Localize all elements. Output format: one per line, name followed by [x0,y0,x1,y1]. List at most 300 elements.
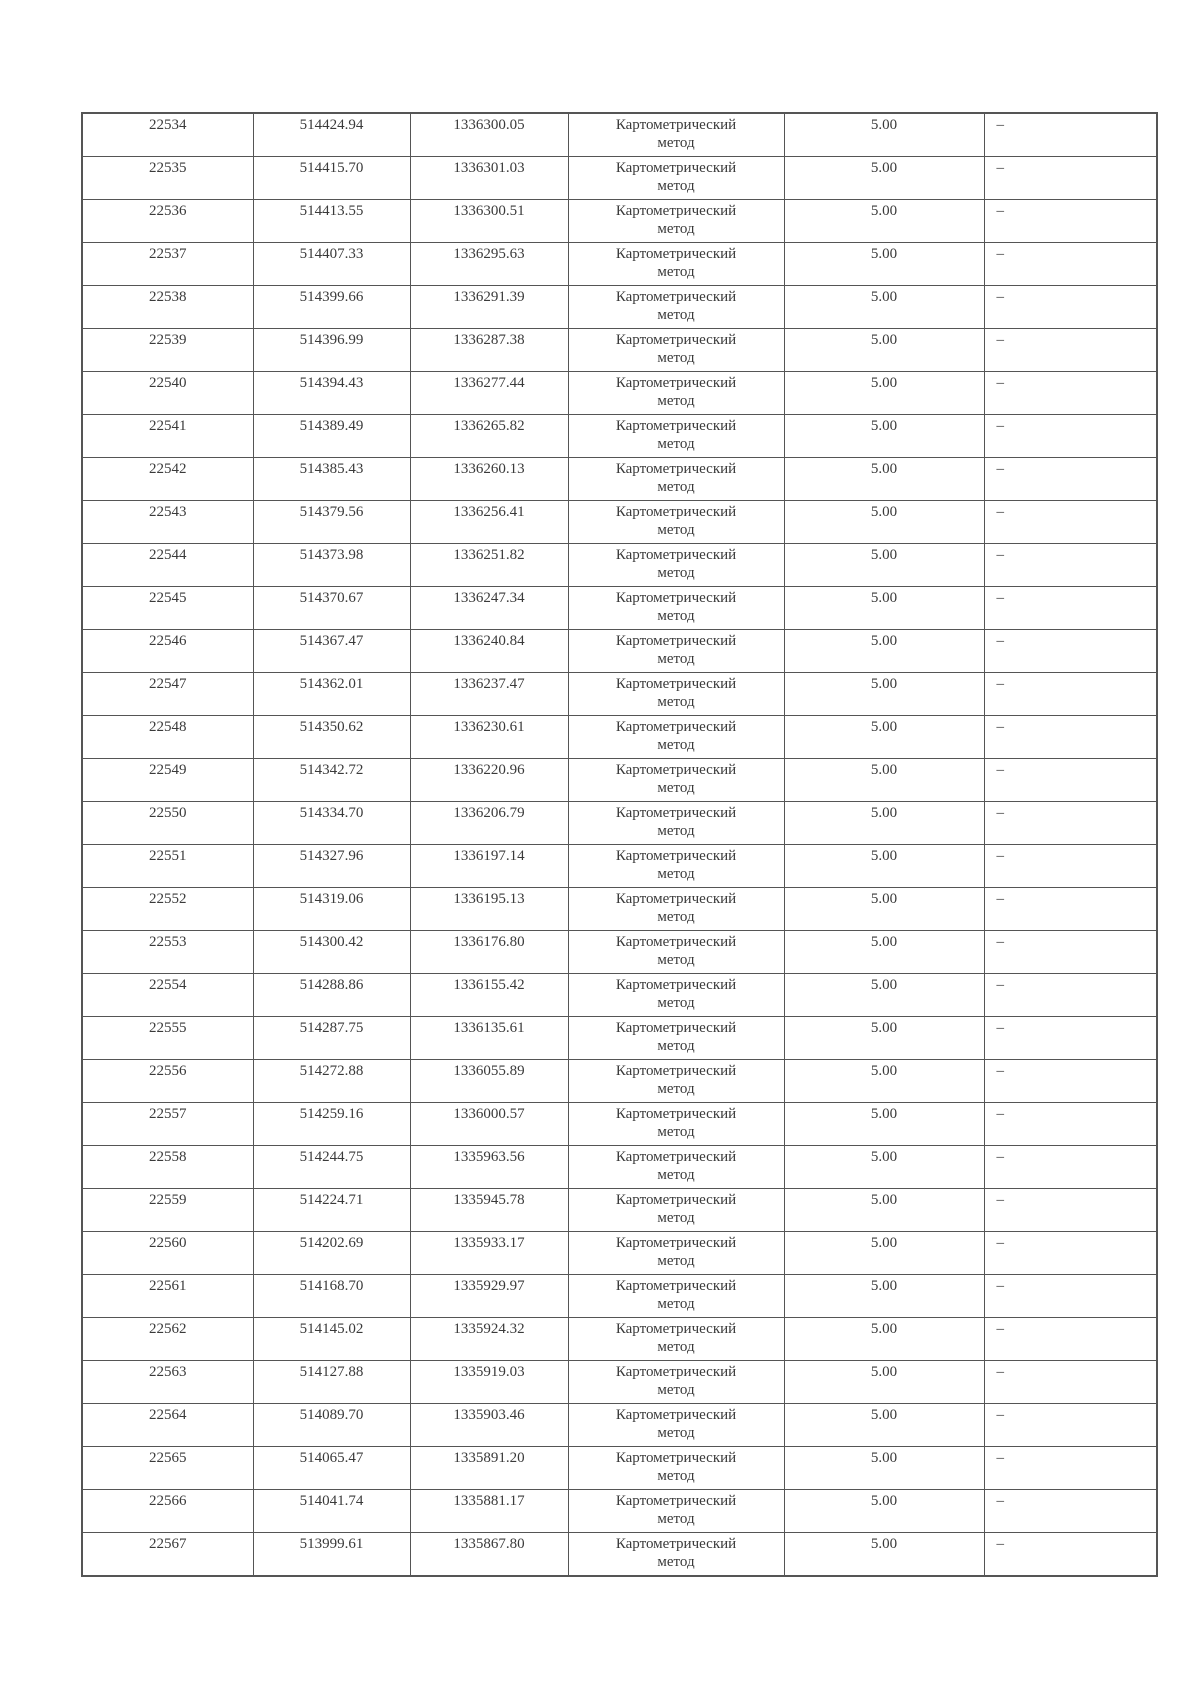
cell-method [568,286,784,329]
cell-accuracy: 5.00 [784,888,984,931]
method-line-1: Картометрический [615,977,737,993]
cell-x-coordinate: 514367.47 [253,630,410,673]
cell-description: – [984,329,1157,372]
method-line-1: Картометрический [615,418,737,434]
cell-y-coordinate: 1336197.14 [410,845,568,888]
cell-description: – [984,931,1157,974]
cell-accuracy: 5.00 [784,845,984,888]
method-line-2: метод [657,737,695,753]
cell-accuracy: 5.00 [784,113,984,157]
method-line-1: Картометрический [615,461,737,477]
cell-description: – [984,544,1157,587]
cell-method [568,329,784,372]
cell-accuracy: 5.00 [784,415,984,458]
cell-point-number: 22557 [82,1103,253,1146]
cell-y-coordinate: 1336237.47 [410,673,568,716]
cell-point-number: 22563 [82,1361,253,1404]
table-row [82,759,1157,802]
cell-point-number: 22551 [82,845,253,888]
cell-method [568,544,784,587]
cell-method [568,1189,784,1232]
table-row [82,1533,1157,1577]
method-line-2: метод [657,1382,695,1398]
cell-description: – [984,1017,1157,1060]
method-line-1: Картометрический [615,1407,737,1423]
cell-description: – [984,458,1157,501]
method-line-2: метод [657,1081,695,1097]
table-row [82,888,1157,931]
cell-accuracy: 5.00 [784,587,984,630]
cell-point-number: 22535 [82,157,253,200]
cell-y-coordinate: 1335924.32 [410,1318,568,1361]
table-row [82,1060,1157,1103]
cell-description: – [984,587,1157,630]
cell-point-number: 22540 [82,372,253,415]
method-line-2: метод [657,350,695,366]
cell-description: – [984,1232,1157,1275]
cell-y-coordinate: 1336251.82 [410,544,568,587]
cell-point-number: 22552 [82,888,253,931]
cell-point-number: 22562 [82,1318,253,1361]
cell-x-coordinate: 514041.74 [253,1490,410,1533]
cell-method [568,1275,784,1318]
method-line-2: метод [657,135,695,151]
method-line-2: метод [657,608,695,624]
cell-y-coordinate: 1335933.17 [410,1232,568,1275]
cell-x-coordinate: 514413.55 [253,200,410,243]
cell-point-number: 22553 [82,931,253,974]
cell-accuracy: 5.00 [784,1490,984,1533]
cell-y-coordinate: 1335963.56 [410,1146,568,1189]
table-row [82,716,1157,759]
cell-point-number: 22566 [82,1490,253,1533]
method-line-1: Картометрический [615,590,737,606]
table-row [82,157,1157,200]
cell-x-coordinate: 514396.99 [253,329,410,372]
cell-x-coordinate: 514244.75 [253,1146,410,1189]
cell-accuracy: 5.00 [784,243,984,286]
cell-description: – [984,415,1157,458]
cell-y-coordinate: 1335881.17 [410,1490,568,1533]
cell-point-number: 22538 [82,286,253,329]
cell-y-coordinate: 1336240.84 [410,630,568,673]
method-line-2: метод [657,522,695,538]
cell-accuracy: 5.00 [784,1146,984,1189]
coordinates-table-body [82,113,1157,1576]
cell-y-coordinate: 1336287.38 [410,329,568,372]
cell-description: – [984,1275,1157,1318]
cell-accuracy: 5.00 [784,1533,984,1577]
cell-method [568,974,784,1017]
table-row [82,1447,1157,1490]
cell-method [568,888,784,931]
cell-accuracy: 5.00 [784,501,984,544]
cell-x-coordinate: 514385.43 [253,458,410,501]
cell-point-number: 22555 [82,1017,253,1060]
cell-accuracy: 5.00 [784,157,984,200]
cell-x-coordinate: 514065.47 [253,1447,410,1490]
method-line-2: метод [657,823,695,839]
cell-method [568,1533,784,1577]
cell-description: – [984,974,1157,1017]
cell-y-coordinate: 1336220.96 [410,759,568,802]
method-line-2: метод [657,221,695,237]
cell-method [568,501,784,544]
table-row [82,587,1157,630]
cell-point-number: 22534 [82,113,253,157]
cell-x-coordinate: 514362.01 [253,673,410,716]
table-row [82,329,1157,372]
table-row [82,1146,1157,1189]
cell-point-number: 22539 [82,329,253,372]
cell-method [568,1103,784,1146]
method-line-2: метод [657,178,695,194]
method-line-2: метод [657,565,695,581]
cell-method [568,759,784,802]
cell-description: – [984,157,1157,200]
cell-y-coordinate: 1335919.03 [410,1361,568,1404]
cell-accuracy: 5.00 [784,458,984,501]
cell-method [568,673,784,716]
cell-y-coordinate: 1336277.44 [410,372,568,415]
cell-method [568,802,784,845]
cell-point-number: 22558 [82,1146,253,1189]
cell-x-coordinate: 514373.98 [253,544,410,587]
cell-y-coordinate: 1335903.46 [410,1404,568,1447]
cell-method [568,716,784,759]
method-line-2: метод [657,479,695,495]
table-row [82,415,1157,458]
table-row [82,1103,1157,1146]
cell-accuracy: 5.00 [784,286,984,329]
method-line-2: метод [657,1038,695,1054]
cell-point-number: 22565 [82,1447,253,1490]
cell-y-coordinate: 1336256.41 [410,501,568,544]
cell-method [568,1017,784,1060]
cell-method [568,1232,784,1275]
method-line-2: метод [657,651,695,667]
cell-description: – [984,630,1157,673]
cell-description: – [984,1189,1157,1232]
table-row [82,802,1157,845]
cell-accuracy: 5.00 [784,1361,984,1404]
method-line-2: метод [657,1468,695,1484]
cell-x-coordinate: 514327.96 [253,845,410,888]
method-line-2: метод [657,694,695,710]
cell-y-coordinate: 1336055.89 [410,1060,568,1103]
cell-description: – [984,1060,1157,1103]
cell-x-coordinate: 514168.70 [253,1275,410,1318]
table-row [82,286,1157,329]
cell-description: – [984,501,1157,544]
method-line-2: метод [657,1210,695,1226]
cell-y-coordinate: 1336155.42 [410,974,568,1017]
cell-method [568,1447,784,1490]
method-line-2: метод [657,1425,695,1441]
cell-y-coordinate: 1336300.05 [410,113,568,157]
cell-description: – [984,759,1157,802]
cell-point-number: 22567 [82,1533,253,1577]
cell-method [568,1146,784,1189]
table-row [82,501,1157,544]
table-row [82,372,1157,415]
cell-x-coordinate: 514272.88 [253,1060,410,1103]
method-line-1: Картометрический [615,848,737,864]
cell-point-number: 22548 [82,716,253,759]
cell-accuracy: 5.00 [784,1318,984,1361]
cell-y-coordinate: 1336295.63 [410,243,568,286]
cell-x-coordinate: 514319.06 [253,888,410,931]
cell-accuracy: 5.00 [784,1404,984,1447]
table-row [82,200,1157,243]
method-line-1: Картометрический [615,1364,737,1380]
cell-y-coordinate: 1336206.79 [410,802,568,845]
method-line-1: Картометрический [615,633,737,649]
cell-y-coordinate: 1336195.13 [410,888,568,931]
cell-point-number: 22537 [82,243,253,286]
method-line-1: Картометрический [615,375,737,391]
cell-method [568,1318,784,1361]
cell-method [568,157,784,200]
cell-y-coordinate: 1336247.34 [410,587,568,630]
cell-method [568,1404,784,1447]
cell-description: – [984,113,1157,157]
cell-accuracy: 5.00 [784,931,984,974]
method-line-1: Картометрический [615,1149,737,1165]
method-line-1: Картометрический [615,289,737,305]
cell-method [568,931,784,974]
cell-method [568,200,784,243]
table-row [82,243,1157,286]
method-line-2: метод [657,1511,695,1527]
cell-x-coordinate: 514379.56 [253,501,410,544]
cell-x-coordinate: 514259.16 [253,1103,410,1146]
table-row [82,544,1157,587]
cell-description: – [984,802,1157,845]
cell-point-number: 22544 [82,544,253,587]
cell-x-coordinate: 513999.61 [253,1533,410,1577]
cell-y-coordinate: 1335867.80 [410,1533,568,1577]
cell-x-coordinate: 514224.71 [253,1189,410,1232]
cell-accuracy: 5.00 [784,1060,984,1103]
table-row [82,1490,1157,1533]
cell-accuracy: 5.00 [784,200,984,243]
method-line-2: метод [657,264,695,280]
method-line-1: Картометрический [615,1450,737,1466]
table-row [82,1232,1157,1275]
cell-accuracy: 5.00 [784,544,984,587]
method-line-1: Картометрический [615,1536,737,1552]
cell-accuracy: 5.00 [784,630,984,673]
cell-point-number: 22536 [82,200,253,243]
cell-x-coordinate: 514399.66 [253,286,410,329]
cell-y-coordinate: 1336135.61 [410,1017,568,1060]
cell-description: – [984,1404,1157,1447]
cell-accuracy: 5.00 [784,1232,984,1275]
cell-y-coordinate: 1336230.61 [410,716,568,759]
method-line-2: метод [657,909,695,925]
cell-description: – [984,200,1157,243]
cell-accuracy: 5.00 [784,1447,984,1490]
cell-x-coordinate: 514300.42 [253,931,410,974]
method-line-1: Картометрический [615,805,737,821]
cell-method [568,630,784,673]
cell-accuracy: 5.00 [784,1103,984,1146]
table-row [82,845,1157,888]
cell-x-coordinate: 514415.70 [253,157,410,200]
table-row [82,1189,1157,1232]
method-line-1: Картометрический [615,1106,737,1122]
cell-method [568,1060,784,1103]
cell-accuracy: 5.00 [784,1017,984,1060]
method-line-2: метод [657,866,695,882]
cell-point-number: 22541 [82,415,253,458]
cell-method [568,1490,784,1533]
cell-y-coordinate: 1335929.97 [410,1275,568,1318]
cell-accuracy: 5.00 [784,716,984,759]
cell-point-number: 22545 [82,587,253,630]
cell-point-number: 22546 [82,630,253,673]
cell-point-number: 22554 [82,974,253,1017]
cell-y-coordinate: 1336265.82 [410,415,568,458]
method-line-2: метод [657,307,695,323]
method-line-2: метод [657,1253,695,1269]
table-row [82,1318,1157,1361]
cell-description: – [984,1146,1157,1189]
cell-description: – [984,286,1157,329]
cell-x-coordinate: 514389.49 [253,415,410,458]
cell-point-number: 22564 [82,1404,253,1447]
cell-x-coordinate: 514127.88 [253,1361,410,1404]
cell-accuracy: 5.00 [784,974,984,1017]
cell-description: – [984,1103,1157,1146]
cell-description: – [984,845,1157,888]
method-line-1: Картометрический [615,160,737,176]
method-line-2: метод [657,952,695,968]
method-line-1: Картометрический [615,1278,737,1294]
method-line-1: Картометрический [615,1321,737,1337]
cell-method [568,372,784,415]
cell-x-coordinate: 514145.02 [253,1318,410,1361]
method-line-1: Картометрический [615,547,737,563]
cell-accuracy: 5.00 [784,1275,984,1318]
cell-y-coordinate: 1336291.39 [410,286,568,329]
method-line-1: Картометрический [615,1192,737,1208]
method-line-1: Картометрический [615,203,737,219]
cell-accuracy: 5.00 [784,673,984,716]
method-line-1: Картометрический [615,891,737,907]
table-row [82,458,1157,501]
method-line-1: Картометрический [615,1493,737,1509]
cell-accuracy: 5.00 [784,802,984,845]
cell-description: – [984,243,1157,286]
cell-method [568,845,784,888]
cell-y-coordinate: 1336260.13 [410,458,568,501]
table-row [82,113,1157,157]
cell-x-coordinate: 514287.75 [253,1017,410,1060]
cell-description: – [984,888,1157,931]
cell-x-coordinate: 514334.70 [253,802,410,845]
cell-point-number: 22547 [82,673,253,716]
method-line-1: Картометрический [615,117,737,133]
cell-method [568,458,784,501]
cell-description: – [984,1318,1157,1361]
method-line-1: Картометрический [615,934,737,950]
method-line-1: Картометрический [615,762,737,778]
method-line-1: Картометрический [615,676,737,692]
cell-x-coordinate: 514089.70 [253,1404,410,1447]
cell-point-number: 22549 [82,759,253,802]
method-line-2: метод [657,436,695,452]
method-line-2: метод [657,393,695,409]
cell-x-coordinate: 514394.43 [253,372,410,415]
cell-point-number: 22543 [82,501,253,544]
cell-method [568,415,784,458]
cell-x-coordinate: 514288.86 [253,974,410,1017]
method-line-2: метод [657,1339,695,1355]
cell-x-coordinate: 514202.69 [253,1232,410,1275]
cell-x-coordinate: 514342.72 [253,759,410,802]
cell-description: – [984,1447,1157,1490]
cell-point-number: 22556 [82,1060,253,1103]
cell-y-coordinate: 1336301.03 [410,157,568,200]
method-line-1: Картометрический [615,1020,737,1036]
cell-point-number: 22561 [82,1275,253,1318]
table-row [82,974,1157,1017]
cell-description: – [984,1361,1157,1404]
method-line-2: метод [657,1554,695,1570]
cell-description: – [984,716,1157,759]
coordinates-table [81,112,1158,1577]
method-line-1: Картометрический [615,332,737,348]
cell-accuracy: 5.00 [784,1189,984,1232]
table-row [82,1017,1157,1060]
cell-description: – [984,372,1157,415]
cell-x-coordinate: 514370.67 [253,587,410,630]
cell-y-coordinate: 1336000.57 [410,1103,568,1146]
cell-accuracy: 5.00 [784,329,984,372]
table-row [82,1361,1157,1404]
table-row [82,931,1157,974]
table-row [82,673,1157,716]
cell-method [568,1361,784,1404]
method-line-1: Картометрический [615,1063,737,1079]
method-line-2: метод [657,995,695,1011]
method-line-1: Картометрический [615,504,737,520]
cell-method [568,113,784,157]
cell-x-coordinate: 514350.62 [253,716,410,759]
cell-point-number: 22542 [82,458,253,501]
cell-accuracy: 5.00 [784,759,984,802]
method-line-2: метод [657,1124,695,1140]
method-line-1: Картометрический [615,246,737,262]
method-line-1: Картометрический [615,719,737,735]
method-line-2: метод [657,1167,695,1183]
cell-method [568,587,784,630]
table-row [82,630,1157,673]
cell-description: – [984,1490,1157,1533]
method-line-2: метод [657,780,695,796]
cell-point-number: 22560 [82,1232,253,1275]
table-row [82,1404,1157,1447]
cell-point-number: 22559 [82,1189,253,1232]
cell-y-coordinate: 1335945.78 [410,1189,568,1232]
cell-description: – [984,673,1157,716]
cell-x-coordinate: 514424.94 [253,113,410,157]
cell-x-coordinate: 514407.33 [253,243,410,286]
method-line-1: Картометрический [615,1235,737,1251]
cell-accuracy: 5.00 [784,372,984,415]
